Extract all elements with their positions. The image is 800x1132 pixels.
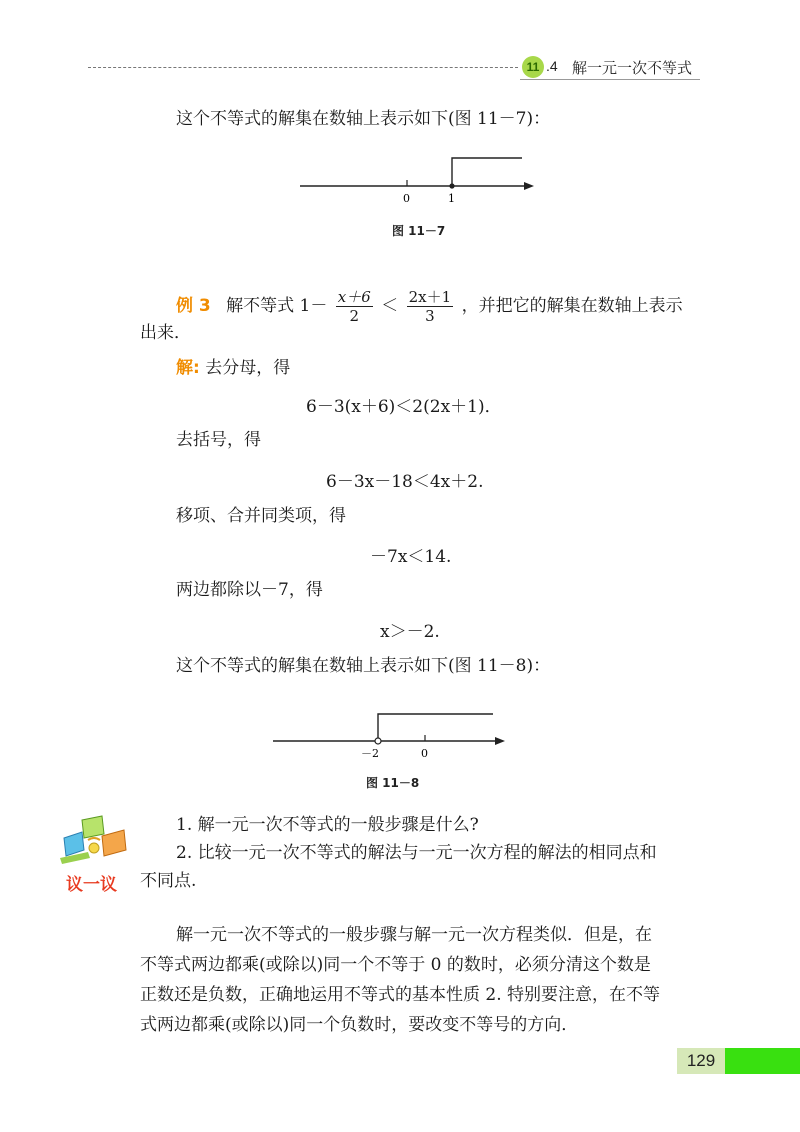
discussion-title: 议一议 [66,875,117,895]
solution-step1 [176,357,290,379]
solution-step2: 去括号，得 [176,430,261,450]
closing-line: 这个不等式的解集在数轴上表示如下(图 11－8)： [176,656,551,676]
number-line-figure-1 [290,150,550,210]
fraction-2 [407,288,454,325]
example3-line [176,286,683,326]
page-number-bar [725,1048,800,1074]
tick-label-0: 0 [421,747,428,760]
header-underline [520,79,700,80]
figure1-caption: 图 11－7 [392,224,446,238]
number-line-figure-2 [265,705,515,765]
figure2-caption: 图 11－8 [366,776,420,790]
solution-ray [452,158,522,186]
discussion-q1: 1. 解一元一次不等式的一般步骤是什么? [176,815,479,835]
solution-ray [378,714,493,738]
summary-line3: 正数还是负数，正确地运用不等式的基本性质 2. 特别要注意，在不等 [140,985,661,1005]
fraction-2-denominator: 3 [425,307,435,325]
axis-arrow [524,182,534,190]
intro-line: 这个不等式的解集在数轴上表示如下(图 11－7)： [176,109,551,129]
equation-1: 6－3(x＋6)＜2(2x＋1)． [306,397,502,417]
discussion-icon [58,810,134,870]
discussion-q2-line1: 2. 比较一元一次不等式的解法与一元一次方程的解法的相同点和 [176,843,657,863]
fraction-2-numerator: 2x＋1 [408,288,452,306]
equation-4: x＞－2. [380,622,440,642]
header-dashed-rule [88,67,518,68]
tick-label-neg2: －2 [361,747,379,760]
solution-label: 解: [176,358,200,378]
section-title: 解一元一次不等式 [572,59,693,77]
open-endpoint [375,738,381,744]
chapter-badge: 11 [522,56,544,78]
solution-step3: 移项、合并同类项，得 [176,506,346,526]
example-continuation: 出来． [140,323,191,343]
tick-label-0: 0 [403,192,410,205]
fraction-1 [336,288,373,325]
fraction-1-numerator: x＋6 [337,288,371,306]
equation-3: －7x＜14. [370,547,452,567]
section-number: .4 [546,58,558,74]
solid-endpoint [449,183,454,188]
summary-line1: 解一元一次不等式的一般步骤与解一元一次方程类似．但是，在 [176,925,652,945]
solution-step4: 两边都除以－7，得 [176,580,323,600]
fraction-1-denominator: 2 [349,307,360,325]
solution-step1-text: 去分母，得 [205,358,291,378]
axis-arrow [495,737,505,745]
tick-label-1: 1 [448,192,455,205]
summary-line2: 不等式两边都乘(或除以)同一个不等于 0 的数时，必须分清这个数是 [140,955,651,975]
summary-line4: 式两边都乘(或除以)同一个负数时，要改变不等号的方向． [140,1015,579,1035]
example-label: 例 3 [176,296,211,316]
discussion-q2-line2: 不同点. [140,871,197,891]
less-than-sign: ＜ [381,296,399,316]
example-text-after: ，并把它的解集在数轴上表示 [461,296,683,316]
example-text-before: 解不等式 1－ [226,296,328,316]
equation-2: 6－3x－18＜4x＋2. [326,472,484,492]
page-number: 129 [677,1048,725,1074]
